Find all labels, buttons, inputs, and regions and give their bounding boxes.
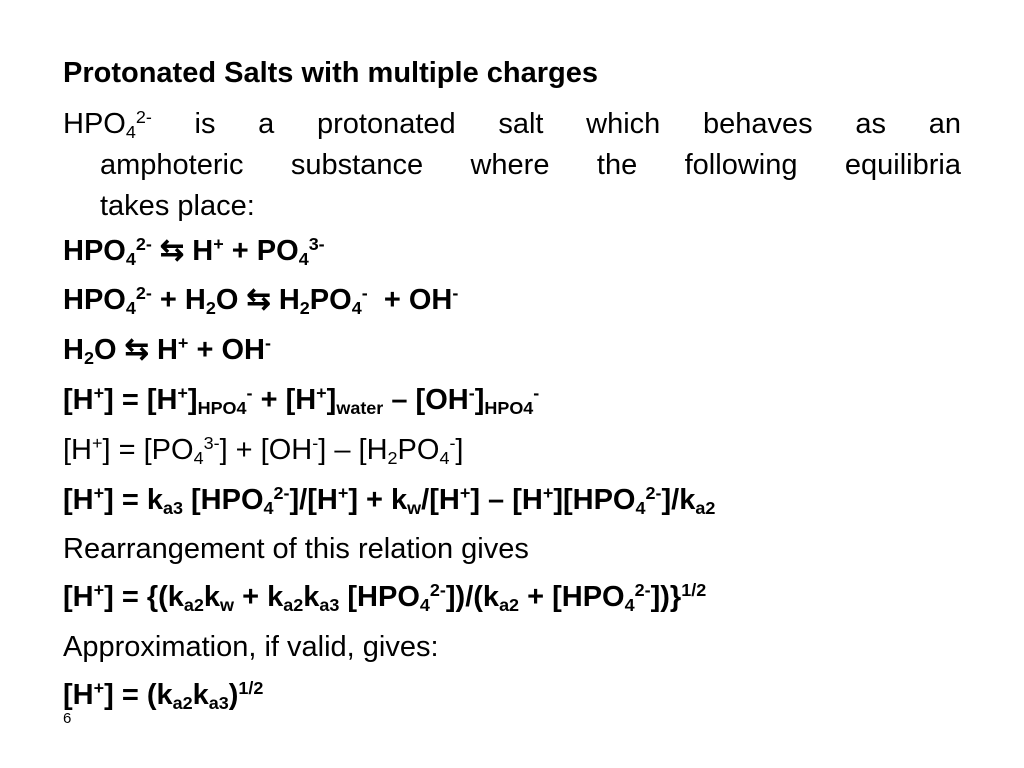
intro-word: substance xyxy=(290,149,424,181)
intro-line-1 xyxy=(63,104,961,145)
equilibrium-arrow-icon: ⇆ xyxy=(246,284,271,316)
equilibrium-2: $HPO_4^{2-} + H_2O$ ⇆ $H_2PO_4^- + OH^-$ xyxy=(63,283,459,319)
intro-paragraph xyxy=(63,104,961,227)
equilibrium-3: $H_2O$ ⇆ H+ + OH- xyxy=(63,333,271,369)
intro-word: salt xyxy=(498,108,544,140)
intro-word: protonated xyxy=(316,108,456,140)
intro-line-3: takes place: xyxy=(100,190,255,222)
approximation-text: Approximation, if valid, gives: xyxy=(63,631,439,663)
intro-word: equilibria xyxy=(844,149,961,181)
substituted-equation: $[H^+] = k_{a3}$ $[HPO_4^{2-}]/[H^+] + k_w/[H^+] - [H^+][HPO_4^{2-}]/k_{a2}$ xyxy=(63,483,716,519)
intro-word: the xyxy=(596,149,638,181)
intro-word: where xyxy=(470,149,550,181)
slide-title: Protonated Salts with multiple charges xyxy=(63,57,598,89)
rearranged-equation: $[H^+] = \{(k_{a2}k_w + k_{a2}k_{a3}$ $[HPO_4^{2-}])/(k_{a2} + [HPO_4^{2-}])\}^{1/2}$ xyxy=(63,580,707,616)
intro-line-2 xyxy=(63,145,961,186)
intro-word: which xyxy=(586,108,661,140)
intro-word: amphoteric xyxy=(100,149,244,181)
intro-word: an xyxy=(928,108,961,140)
proton-balance-equation: $[H^+] = [H^+]_{HPO4}^- + [H^+]_{water} - [OH^-]_{HPO4}^-$ xyxy=(63,383,540,419)
rearrangement-text: Rearrangement of this relation gives xyxy=(63,533,529,565)
intro-word: behaves xyxy=(703,108,813,140)
intro-word: following xyxy=(684,149,798,181)
charge-balance-equation: $[H^+] = [PO_4^{3-}] + [OH^-] - [H_2PO_4^-]$ xyxy=(63,433,464,469)
intro-word: as xyxy=(855,108,886,140)
approximated-equation: $[H^+] = (k_{a2}k_{a3})^{1/2}$ xyxy=(63,678,264,714)
intro-species: $HPO_4^{2-}$ xyxy=(63,107,152,143)
page-number: 6 xyxy=(63,710,72,727)
equilibrium-arrow-icon: ⇆ xyxy=(159,235,185,267)
intro-word: a xyxy=(258,108,275,140)
equilibrium-1: $HPO_4^{2-}$ ⇆ $H^+ + PO_4^{3-}$ xyxy=(63,234,325,270)
equilibrium-arrow-icon: ⇆ xyxy=(124,334,149,366)
intro-word: is xyxy=(194,108,216,140)
